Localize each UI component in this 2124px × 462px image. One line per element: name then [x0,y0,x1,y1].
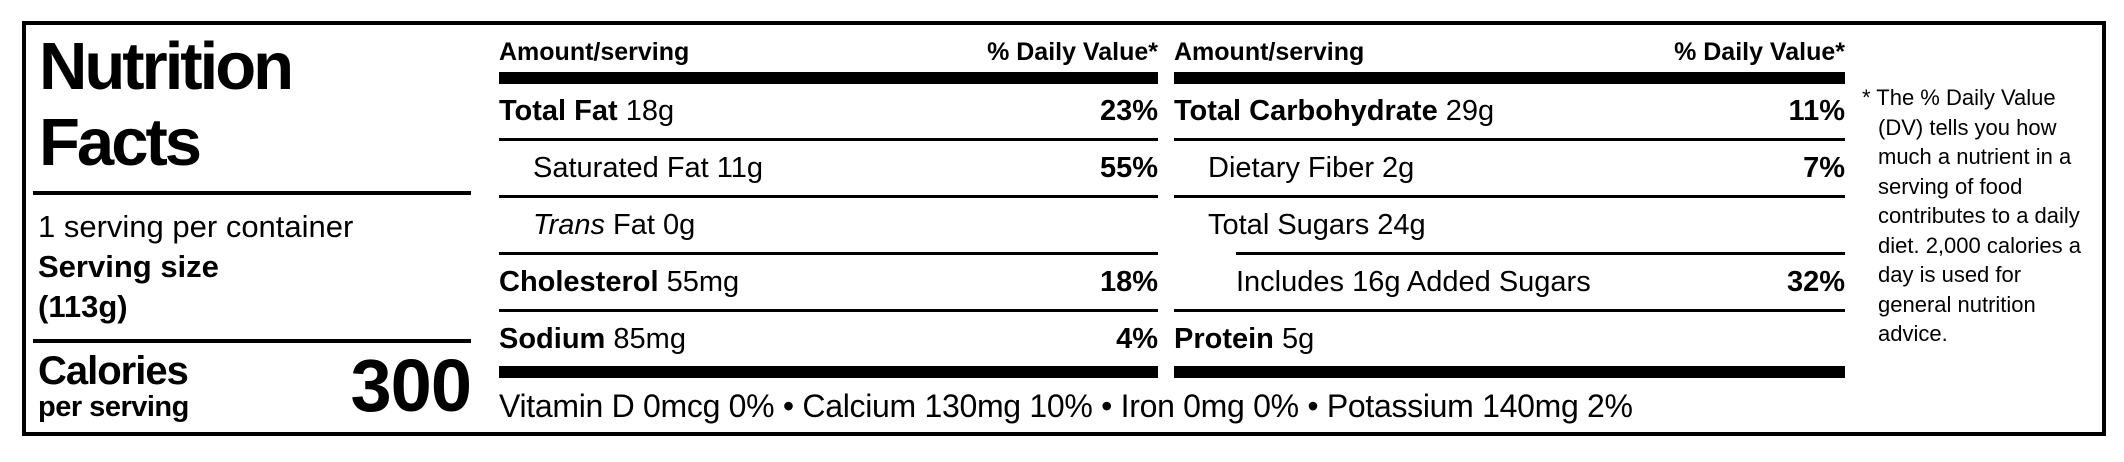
nutrient-row-total-fat [499,84,1158,138]
calories-label: Calories [38,349,188,393]
label-title [33,29,471,181]
nutrient-row-trans-fat [499,198,1158,252]
serving-size-label: Serving size [38,249,219,284]
calories-value: 300 [350,344,471,427]
servings-per-container: 1 serving per container [38,209,354,244]
column-header-amount: Amount/serving [499,38,690,66]
nutrient-row-dietary-fiber [1174,141,1845,195]
nutrient-dv: 4% [1116,322,1158,355]
serving-size-value: (113g) [38,289,128,324]
nutrient-dv: 18% [1099,265,1158,298]
nutrient-dv: 32% [1786,265,1845,298]
nutrient-name: Trans Fat 0g [533,208,696,241]
left-panel [33,29,471,427]
nutrient-name: Total Fat 18g [499,94,675,127]
nutrient-row-cholesterol [499,255,1158,309]
nutrient-name: Protein 5g [1174,322,1315,355]
header-thick-rule [499,72,1158,84]
label-title-line1: Nutrition [39,29,292,104]
nutrient-row-total-carbohydrate [1174,84,1845,138]
column-header-amount: Amount/serving [1174,38,1365,66]
nutrient-column-left [499,25,1158,378]
nutrient-name: Cholesterol 55mg [499,265,740,298]
daily-value-footnote [1862,83,2100,349]
nutrient-row-added-sugars [1174,255,1845,309]
calories-words [38,350,189,422]
nutrient-name: Total Carbohydrate 29g [1174,94,1495,127]
nutrient-dv: 7% [1803,151,1845,184]
nutrient-name: Includes 16g Added Sugars [1236,265,1591,298]
footnote-marker: * [1862,85,1871,110]
bottom-thick-rule [1174,366,1845,378]
nutrient-name: Total Sugars 24g [1208,208,1426,241]
column-header [1174,25,1845,72]
calories-row [33,344,471,427]
nutrient-row-total-sugars [1174,198,1845,252]
title-divider [33,191,471,195]
calories-sublabel: per serving [38,391,189,423]
column-header-dv: % Daily Value* [1674,38,1845,66]
nutrient-name: Saturated Fat 11g [533,151,764,184]
footnote-text: The % Daily Value (DV) tells you how much a nutrient in a serving of food contributes to a daily diet. 2,000 calories a day is used for general nutrition advice. [1876,85,2082,346]
nutrient-name: Dietary Fiber 2g [1208,151,1415,184]
nutrient-name: Sodium 85mg [499,322,686,355]
header-thick-rule [1174,72,1845,84]
label-title-line2: Facts [39,105,200,180]
nutrient-row-protein [1174,312,1845,366]
nutrient-row-saturated-fat [499,141,1158,195]
bottom-thick-rule [499,366,1158,378]
serving-divider [33,339,471,343]
nutrient-column-right [1174,25,1845,378]
column-header [499,25,1158,72]
column-header-dv: % Daily Value* [987,38,1158,66]
nutrient-row-sodium [499,312,1158,366]
nutrition-facts-label [22,21,2106,436]
nutrient-dv: 11% [1788,94,1845,127]
serving-info [33,207,471,327]
nutrient-dv: 55% [1099,151,1158,184]
micronutrients-line: Vitamin D 0mcg 0% • Calcium 130mg 10% • Iron 0mg 0% • Potassium 140mg 2% [499,387,1633,424]
nutrient-dv: 23% [1099,94,1158,127]
